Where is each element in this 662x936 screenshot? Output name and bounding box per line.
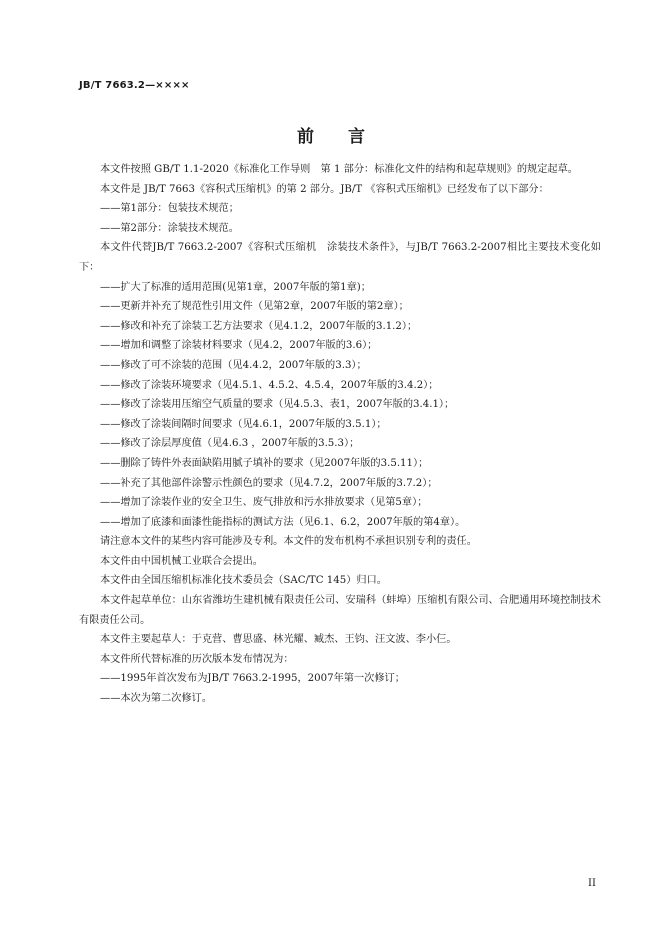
list-item: ——第2部分：涂装技术规范。 [100,222,239,234]
paragraph: 请注意本文件的某些内容可能涉及专利。本文件的发布机构不承担识别专利的责任。 [100,536,477,548]
list-item: ——修改了涂装用压缩空气质量的要求（见4.5.3、表1，2007年版的3.4.1）； [100,399,455,411]
paragraph: 本文件是 JB/T 7663《容积式压缩机》的第 2 部分。JB/T 《容积式压缩机》已经发布了以下部分： [100,183,549,195]
list-item: ——修改了涂装环境要求（见4.5.1、4.5.2、4.5.4，2007年版的3.4.2）； [100,379,439,391]
paragraph: 本文件由中国机械工业联合会提出。 [100,555,263,567]
list-item: ——1995年首次发布为JB/T 7663.2-1995，2007年第一次修订； [100,673,405,685]
list-item: ——修改和补充了涂装工艺方法要求（见4.1.2，2007年版的3.1.2）； [100,320,418,332]
paragraph: 本文件起草单位：山东省潍坊生建机械有限责任公司、安瑞科（蚌埠）压缩机有限公司、合肥通用环境控制技术有限责任公司。 [79,595,601,626]
list-item: ——修改了涂装间隔时间要求（见4.6.1，2007年版的3.5.1）； [100,418,387,430]
list-item: ——第1部分：包装技术规范； [100,203,239,215]
document-code: JB/T 7663.2—×××× [79,80,190,91]
list-item: ——扩大了标准的适用范围(见第1章，2007年版的第1章)； [100,281,371,293]
paragraph: 本文件按照 GB/T 1.1-2020《标准化工作导则 第 1 部分：标准化文件的结构和起草规则》的规定起草。 [100,164,578,175]
page-title: 前 言 [297,127,379,147]
paragraph: 本文件所代替标准的历次版本发布情况为： [100,653,294,665]
list-item: ——修改了涂层厚度值（见4.6.3 ，2007年版的3.5.3）； [100,438,360,450]
list-item: ——增加了底漆和面漆性能指标的测试方法（见6.1、6.2，2007年版的第4章）。 [100,516,466,528]
list-item: ——修改了可不涂装的范围（见4.4.2，2007年版的3.3）； [100,359,367,371]
list-item: ——本次为第二次修订。 [100,693,213,705]
list-item: ——增加了涂装作业的安全卫生、废气排放和污水排放要求（见第5章）； [100,497,428,509]
foreword-body [79,160,601,709]
paragraph: 本文件主要起草人：于克营、曹思盛、林光耀、臧杰、王钧、汪文波、李小仨。 [100,634,457,646]
list-item: ——补充了其他部件涂警示性颜色的要求（见4.7.2，2007年版的3.7.2）； [100,477,438,489]
list-item: ——增加和调整了涂装材料要求（见4.2，2007年版的3.6）； [100,340,378,352]
list-item: ——更新并补充了规范性引用文件（见第2章，2007年版的第2章）； [100,301,409,313]
paragraph: 本文件代替JB/T 7663.2-2007《容积式压缩机 涂装技术条件》，与JB/T 7663.2-2007相比主要技术变化如下： [79,242,601,273]
page-number: II [588,878,596,889]
list-item: ——删除了铸件外表面缺陷用腻子填补的要求（见2007年版的3.5.11）； [100,457,429,469]
paragraph: 本文件由全国压缩机标准化技术委员会（SAC/TC 145）归口。 [100,575,387,587]
